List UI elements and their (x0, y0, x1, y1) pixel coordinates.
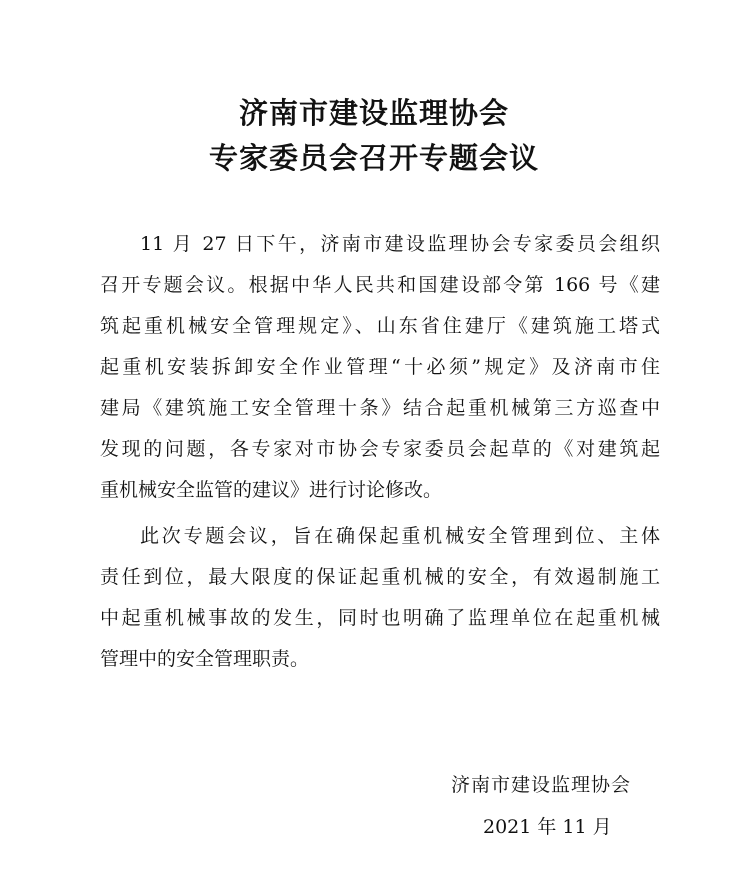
document-title-line-1: 济南市建设监理协会 (238, 96, 509, 130)
paragraph-1-line-6: 发现的问题，各专家对市协会专家委员会起草的《对建筑起 (100, 438, 660, 460)
paragraph-2-line-2: 责任到位，最大限度的保证起重机械的安全，有效遏制施工 (100, 566, 660, 588)
paragraph-1-line-3: 筑起重机械安全管理规定》、山东省住建厅《建筑施工塔式 (100, 315, 660, 337)
document-title-line-2: 专家委员会召开专题会议 (208, 141, 539, 175)
paragraph-2-line-1: 此次专题会议，旨在确保起重机械安全管理到位、主体 (140, 525, 660, 547)
paragraph-1-line-2: 召开专题会议。根据中华人民共和国建设部令第 166 号《建 (100, 274, 660, 296)
signature-organization: 济南市建设监理协会 (451, 774, 632, 796)
paragraph-2-line-3: 中起重机械事故的发生，同时也明确了监理单位在起重机械 (100, 607, 660, 629)
signature-date: 2021 年 11 月 (483, 816, 612, 838)
paragraph-1-line-7: 重机械安全监管的建议》进行讨论修改。 (100, 479, 443, 501)
paragraph-1-line-4: 起重机安装拆卸安全作业管理“十必须”规定》及济南市住 (100, 356, 660, 378)
paragraph-1-line-5: 建局《建筑施工安全管理十条》结合起重机械第三方巡查中 (100, 397, 660, 419)
paragraph-1-line-1: 11 月 27 日下午，济南市建设监理协会专家委员会组织 (140, 233, 660, 255)
paragraph-2-line-4: 管理中的安全管理职责。 (100, 648, 310, 670)
